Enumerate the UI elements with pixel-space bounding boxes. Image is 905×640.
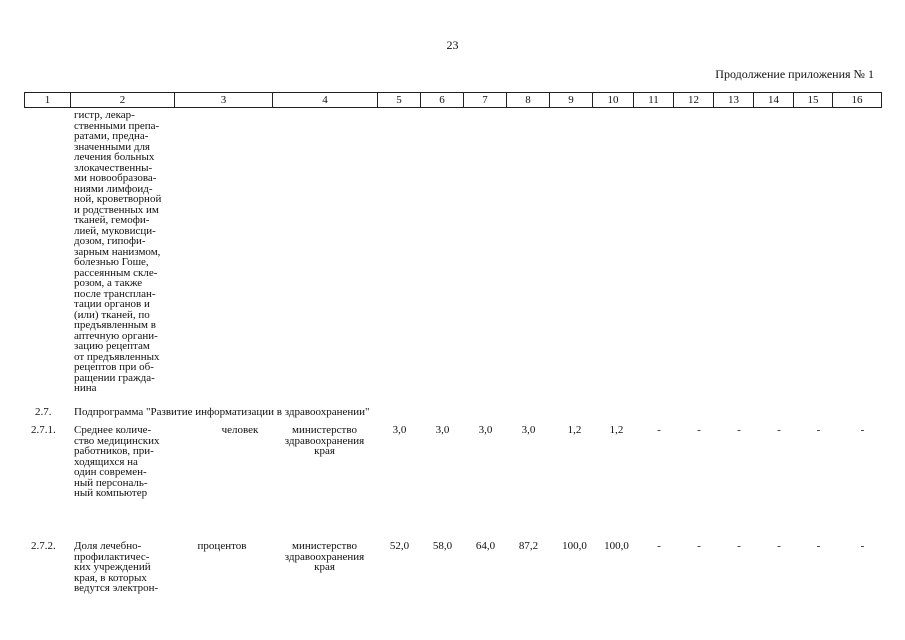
value-col-15: -: [816, 540, 821, 552]
column-header: 14: [754, 93, 794, 108]
indicator-name: Среднее количе- ство медицинских работников, при- ходящихся на один современ- ный персональ- ный компьютер: [74, 424, 160, 499]
row-number: 2.7.2.: [31, 540, 56, 552]
indicator-name: Доля лечебно- профилактичес- ких учреждений края, в которых ведутся электрон-: [74, 540, 159, 594]
column-header: 15: [794, 93, 833, 108]
value-col-16: -: [860, 424, 865, 436]
column-header-table: [24, 92, 882, 108]
continuation-label: Продолжение приложения № 1: [715, 67, 874, 81]
column-header: 7: [464, 93, 507, 108]
value-col-10: 100,0: [604, 540, 629, 552]
value-col-5: 3,0: [392, 424, 407, 436]
value-col-5: 52,0: [389, 540, 410, 552]
value-col-15: -: [816, 424, 821, 436]
column-header: 12: [674, 93, 714, 108]
section-title: Подпрограмма "Развитие информатизации в здравоохранении": [74, 406, 370, 418]
value-col-10: 1,2: [609, 424, 624, 436]
column-header: 4: [273, 93, 378, 108]
value-col-13: -: [737, 540, 741, 552]
unit: человек: [221, 424, 259, 436]
column-header: 9: [550, 93, 593, 108]
section-number: 2.7.: [35, 406, 52, 418]
continued-indicator-text: гистр, лекар- ственными препа- ратами, предна- значенными для лечения больных злокачественны- ми новообразова- ниями лимфоид- ной, кроветворной и родственных им тканей, гемофи- лией, муковисци- дозом, гипофи- зарным нанизмом, болезнью Гоше, рассеянным скле- розом, а также после трансплан- тации органов и (или) тканей, по предъявленным в аптечную органи- зацию рецептам от предъявленных рецептов при об- ращении гражда- нина: [74, 109, 162, 394]
column-header: 16: [833, 93, 882, 108]
value-col-11: -: [657, 424, 661, 436]
column-header: 10: [593, 93, 634, 108]
column-header: 1: [25, 93, 71, 108]
value-col-6: 3,0: [435, 424, 450, 436]
column-header: 3: [175, 93, 273, 108]
column-header: 2: [71, 93, 175, 108]
value-col-8: 3,0: [521, 424, 536, 436]
unit: процентов: [197, 540, 247, 552]
value-col-9: 1,2: [567, 424, 582, 436]
value-col-6: 58,0: [432, 540, 453, 552]
responsible: министерство здравоохранения края: [284, 540, 365, 573]
value-col-14: -: [777, 540, 781, 552]
page-number: 23: [446, 38, 459, 52]
column-header: 11: [634, 93, 674, 108]
row-number: 2.7.1.: [31, 424, 56, 436]
column-header: 13: [714, 93, 754, 108]
column-header: 6: [421, 93, 464, 108]
value-col-7: 3,0: [478, 424, 493, 436]
value-col-12: -: [697, 540, 701, 552]
responsible: министерство здравоохранения края: [284, 424, 365, 457]
value-col-9: 100,0: [562, 540, 587, 552]
column-header: 8: [507, 93, 550, 108]
value-col-16: -: [860, 540, 865, 552]
value-col-12: -: [697, 424, 701, 436]
value-col-11: -: [657, 540, 661, 552]
value-col-8: 87,2: [518, 540, 539, 552]
value-col-7: 64,0: [475, 540, 496, 552]
value-col-14: -: [777, 424, 781, 436]
column-header-row: [25, 93, 882, 108]
column-header: 5: [378, 93, 421, 108]
value-col-13: -: [737, 424, 741, 436]
